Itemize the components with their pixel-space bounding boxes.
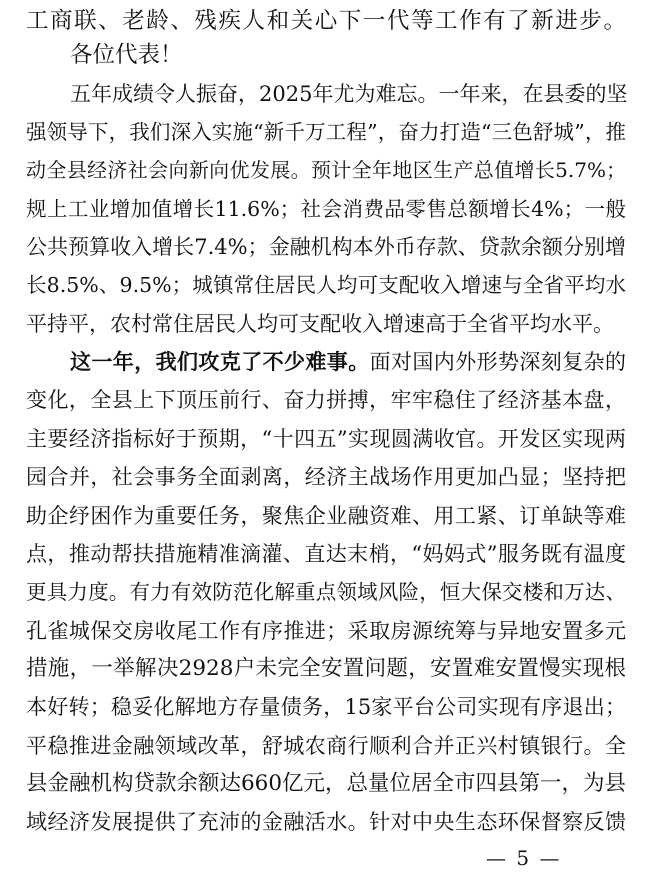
paragraph-line: 工商联、老龄、残疾人和关心下一代等工作有了新进步。 (26, 8, 626, 34)
paragraph-line: 域经济发展提供了充沛的金融活水。针对中央生态环保督察反馈 (26, 810, 626, 834)
page-number: — 5 — (486, 846, 562, 870)
paragraph-line: 更具力度。有力有效防范化解重点领域风险，恒大保交楼和万达、 (26, 580, 626, 604)
paragraph-line: 长8.5%、9.5%；城镇常住居民人均可支配收入增速与全省平均水 (26, 273, 626, 297)
paragraph-line (70, 347, 626, 377)
bold-lead-sentence: 这一年，我们攻克了不少难事。 (70, 349, 370, 374)
paragraph-line: 五年成绩令人振奋，2025年尤为难忘。一年来，在县委的坚 (70, 82, 628, 106)
paragraph-line: 平持平，农村常住居民人均可支配收入增速高于全省平均水平。 (26, 312, 614, 336)
paragraph-line: 主要经济指标好于预期，“十四五”实现圆满收官。开发区实现两 (26, 427, 626, 451)
paragraph-line: 规上工业增加值增长11.6%；社会消费品零售总额增长4%；一般 (26, 197, 626, 221)
paragraph-line: 园合并，社会事务全面剥离，经济主战场作用更加凸显；坚持把 (26, 465, 626, 489)
paragraph-text: 面对国内外形势深刻复杂的 (369, 350, 627, 374)
paragraph-line: 孔雀城保交房收尾工作有序推进；采取房源统筹与异地安置多元 (26, 619, 626, 643)
paragraph-line: 措施，一举解决2928户未完全安置问题，安置难安置慢实现根 (26, 656, 626, 681)
paragraph-line: 动全县经济社会向新向优发展。预计全年地区生产总值增长5.7%； (26, 158, 626, 182)
paragraph-line: 变化，全县上下顶压前行、奋力拼搏，牢牢稳住了经济基本盘， (26, 388, 626, 412)
salutation: 各位代表！ (70, 42, 183, 68)
paragraph-line: 强领导下，我们深入实施“新千万工程”，奋力打造“三色舒城”，推 (26, 120, 626, 144)
paragraph-line: 平稳推进金融领域改革，舒城农商行顺利合并正兴村镇银行。全 (26, 734, 626, 758)
paragraph-line: 县金融机构贷款余额达660亿元，总量位居全市四县第一，为县 (26, 771, 627, 796)
paragraph-line: 本好转；稳妥化解地方存量债务，15家平台公司实现有序退出； (26, 695, 626, 719)
paragraph-line: 公共预算收入增长7.4%；金融机构本外币存款、贷款余额分别增 (26, 235, 626, 259)
paragraph-line: 点，推动帮扶措施精准滴灌、直达末梢，“妈妈式”服务既有温度 (26, 542, 626, 566)
paragraph-line: 助企纾困作为重要任务，聚焦企业融资难、用工紧、订单缺等难 (26, 504, 626, 528)
